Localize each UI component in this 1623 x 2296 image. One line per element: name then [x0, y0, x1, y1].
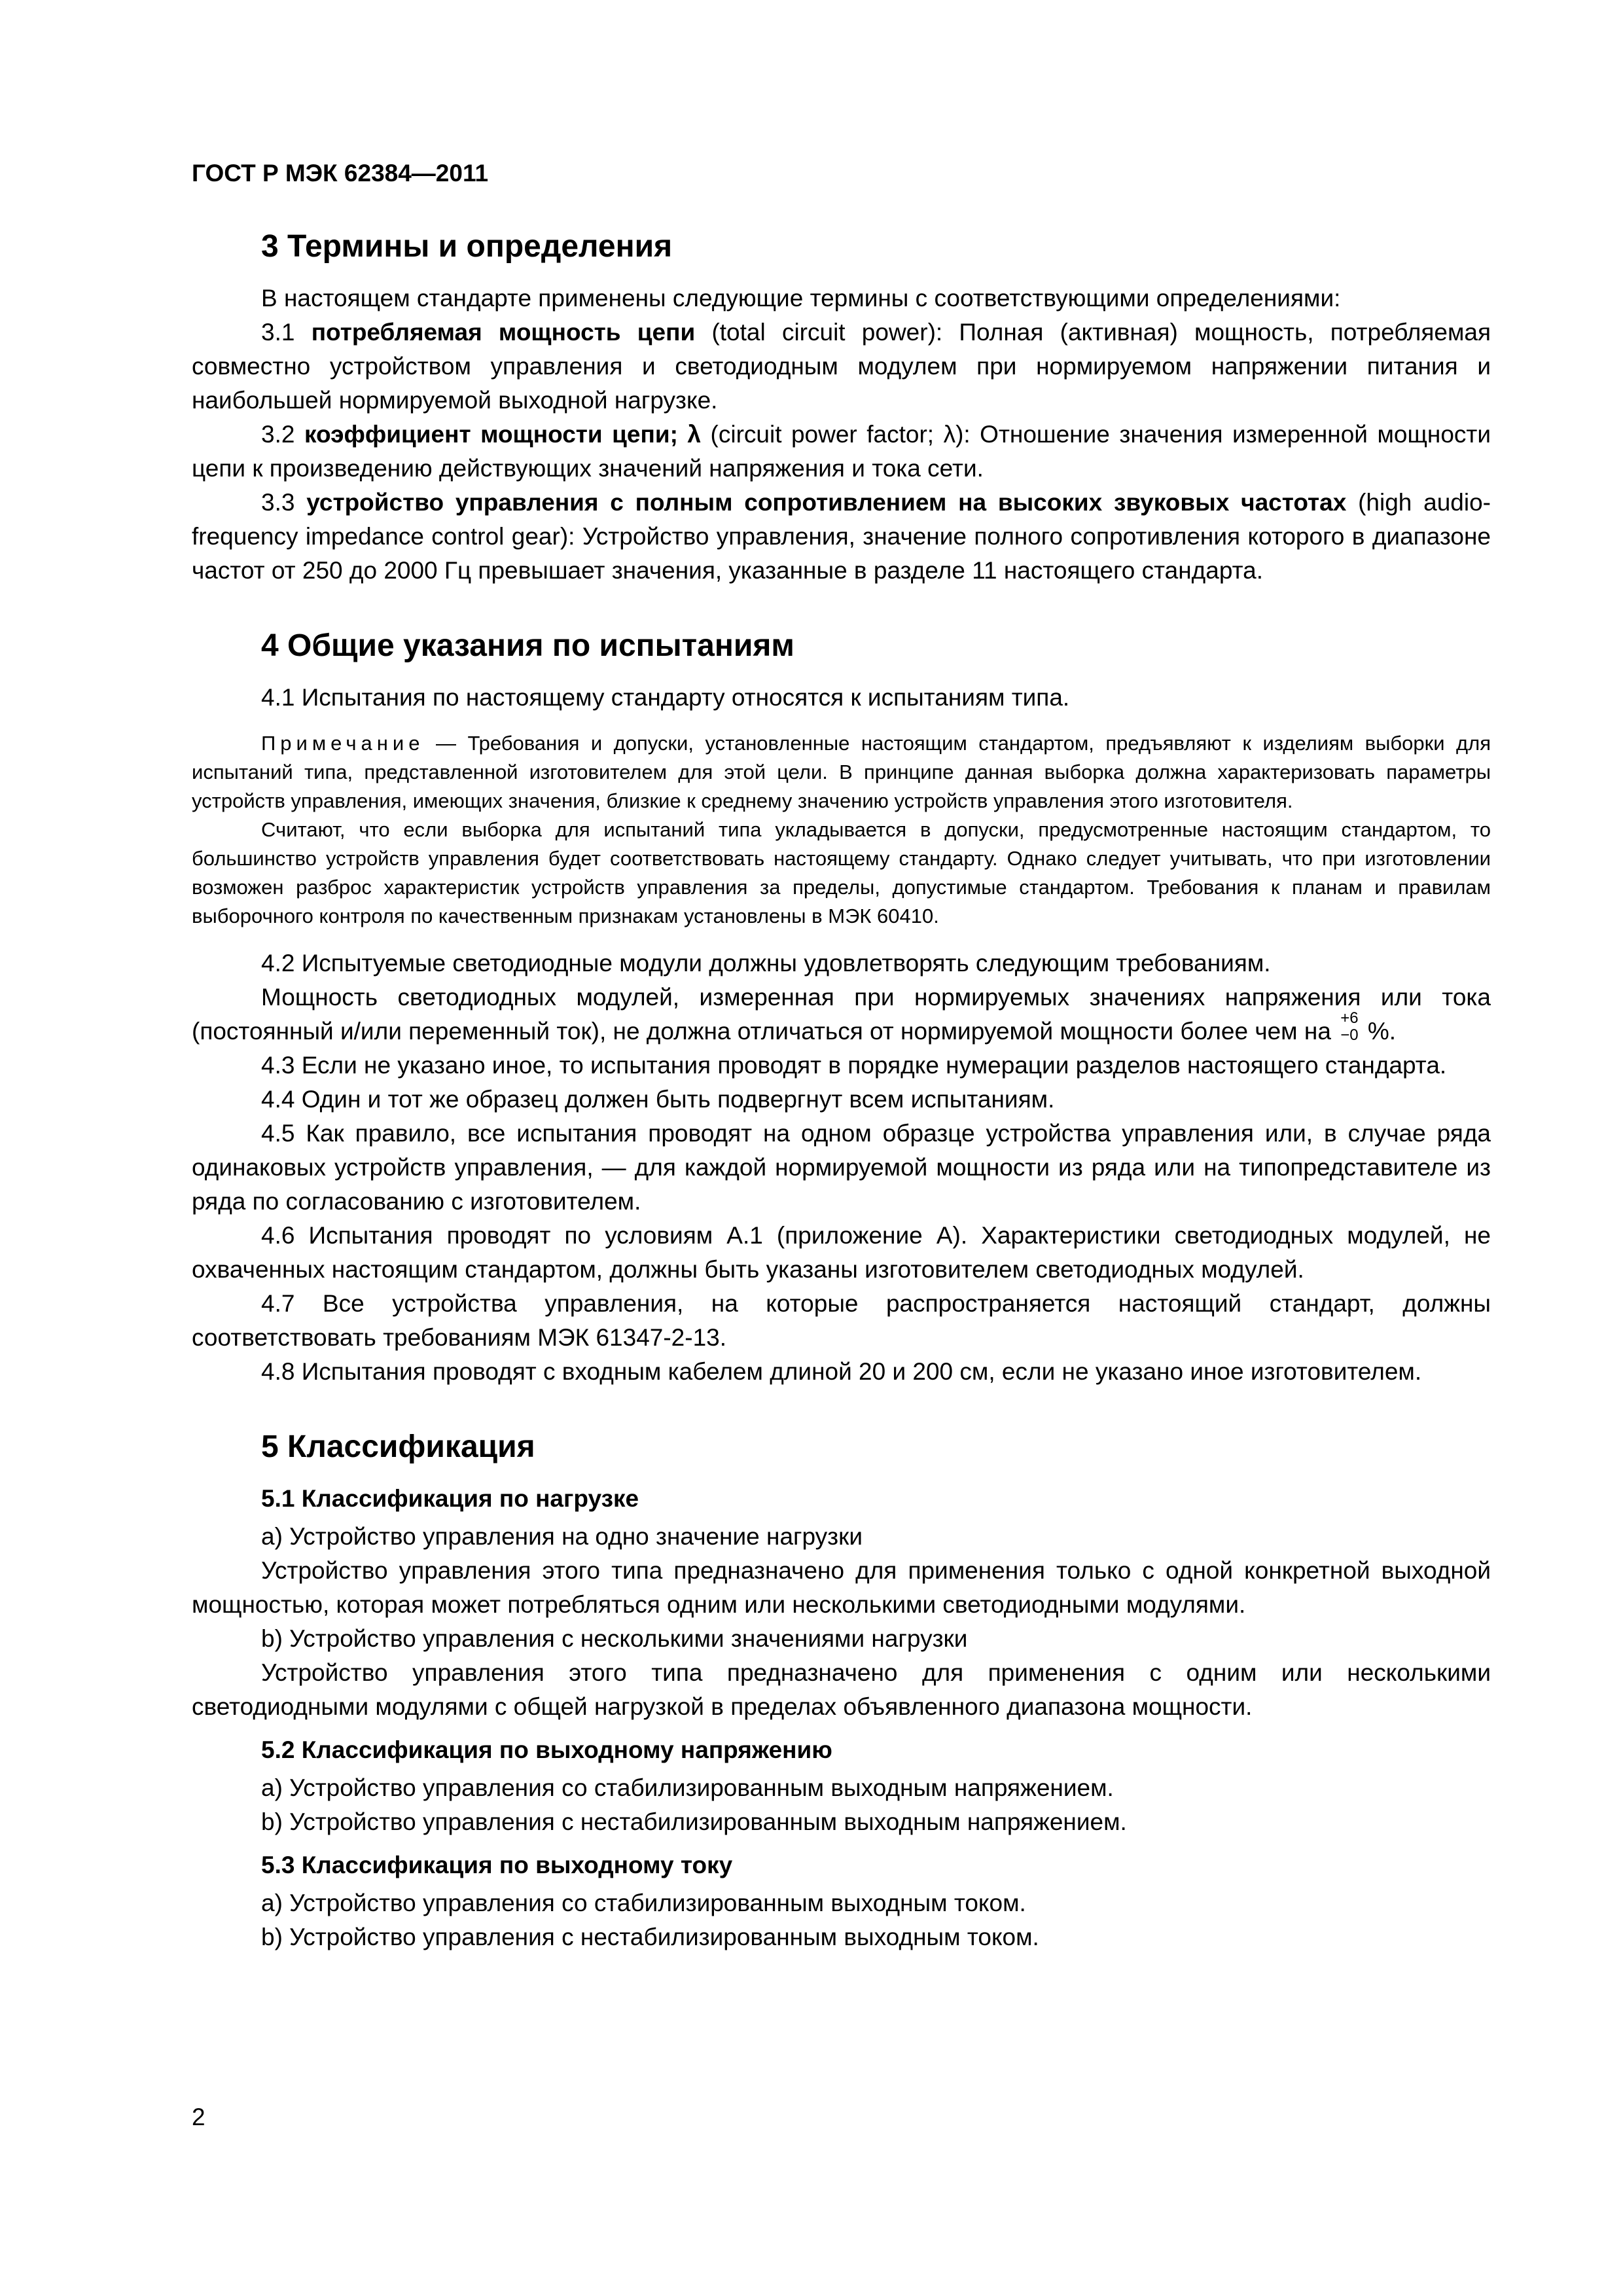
note-paragraph-1: [192, 729, 1491, 816]
section-5-title: 5 Классификация: [261, 1429, 535, 1464]
clause-4-4: 4.4 Один и тот же образец должен быть подвергнут всем испытаниям.: [261, 1086, 1055, 1113]
term-3-2-term: коэффициент мощности цепи; λ: [304, 421, 702, 448]
item-5-1-b: b) Устройство управления с несколькими значениями нагрузки: [261, 1625, 968, 1652]
clause-4-1: 4.1 Испытания по настоящему стандарту относятся к испытаниям типа.: [261, 684, 1070, 711]
subsection-5-3-title: 5.3 Классификация по выходному току: [261, 1852, 733, 1878]
term-3-3-definition: (high audio-frequency impedance control gear): Устройство управления, значение полного сопротивления которого в диапазоне частот от 250 до 2000 Гц превышает значения, указанные в разделе 11 настоящего стандарта.: [192, 489, 1491, 584]
document-page: [192, 157, 1491, 1954]
clause-4-7: 4.7 Все устройства управления, на которые распространяется настоящий стандарт, должны соответствовать требованиям МЭК 61347-2-13.: [192, 1290, 1491, 1351]
section-3-title: 3 Термины и определения: [261, 229, 673, 264]
subsection-5-1-title: 5.1 Классификация по нагрузке: [261, 1485, 639, 1512]
page-number: 2: [192, 2104, 205, 2130]
tolerance-unit: %.: [1367, 1018, 1397, 1045]
term-3-1-term: потребляемая мощность цепи: [311, 319, 696, 346]
item-5-3-b: b) Устройство управления с нестабилизированным выходным током.: [261, 1924, 1039, 1950]
tolerance-upper: +6: [1340, 1009, 1359, 1028]
note-text-1: — Требования и допуски, установленные настоящим стандартом, предъявляют к изделиям выборки для испытаний типа, представленной изготовителем для этой цели. В принципе данная выборка должна характеризовать параметры устройств управления, имеющих значения, близкие к среднему значению устройств управления этого изготовителя.: [192, 732, 1491, 812]
term-3-2-number: 3.2: [261, 421, 295, 448]
item-5-3-a: a) Устройство управления со стабилизированным выходным током.: [261, 1890, 1026, 1916]
subsection-5-2-title: 5.2 Классификация по выходному напряжению: [261, 1736, 832, 1763]
item-5-2-a: a) Устройство управления со стабилизированным выходным напряжением.: [261, 1774, 1114, 1801]
note-paragraph-2: Считают, что если выборка для испытаний типа укладывается в допуски, предусмотренные настоящим стандартом, то большинство устройств управления будет соответствовать настоящему стандарту. Однако следует учитывать, что при изготовлении возможен разброс характеристик устройств управления за пределы, допустимые стандартом. Требования к планам и правилам выборочного контроля по качественным признакам установлены в МЭК 60410.: [192, 818, 1491, 927]
term-3-1-number: 3.1: [261, 319, 295, 346]
item-5-1-a-description: Устройство управления этого типа предназначено для применения только с одной конкретной выходной мощностью, которая может потребляться одним или несколькими светодиодными модулями.: [192, 1557, 1491, 1618]
item-5-1-b-description: Устройство управления этого типа предназначено для применения с одним или несколькими светодиодными модулями с общей нагрузкой в пределах объявленного диапазона мощности.: [192, 1659, 1491, 1720]
clause-4-3: 4.3 Если не указано иное, то испытания проводят в порядке нумерации разделов настоящего стандарта.: [261, 1052, 1447, 1079]
term-3-1: [192, 315, 1491, 418]
clause-4-2-power-text: Мощность светодиодных модулей, измеренная при нормируемых значениях напряжения или тока (постоянный и/или переменный ток), не должна отличаться от нормируемой мощности более чем на: [192, 984, 1491, 1045]
clause-4-8: 4.8 Испытания проводят с входным кабелем длиной 20 и 200 см, если не указано иное изготовителем.: [261, 1358, 1422, 1385]
term-3-2-definition: (circuit power factor; λ): Отношение значения измеренной мощности цепи к произведению действующих значений напряжения и тока сети.: [192, 421, 1491, 482]
term-3-3-number: 3.3: [261, 489, 295, 516]
term-3-3: [192, 486, 1491, 588]
clause-4-6: 4.6 Испытания проводят по условиям А.1 (приложение А). Характеристики светодиодных модулей, не охваченных настоящим стандартом, должны быть указаны изготовителем светодиодных модулей.: [192, 1222, 1491, 1283]
clause-4-2: 4.2 Испытуемые светодиодные модули должны удовлетворять следующим требованиям.: [261, 950, 1271, 977]
document-header: ГОСТ Р МЭК 62384—2011: [192, 160, 489, 187]
note-label: Примечание: [261, 732, 425, 755]
section-4-title: 4 Общие указания по испытаниям: [261, 628, 794, 663]
item-5-2-b: b) Устройство управления с нестабилизированным выходным напряжением.: [261, 1808, 1127, 1835]
tolerance-lower: −0: [1340, 1026, 1359, 1045]
clause-4-2-power: [192, 980, 1491, 1049]
section-3-intro: В настоящем стандарте применены следующие термины с соответствующими определениями:: [261, 285, 1341, 312]
term-3-2: [192, 418, 1491, 486]
clause-4-5: 4.5 Как правило, все испытания проводят на одном образце устройства управления или, в случае ряда одинаковых устройств управления, — для каждой нормируемой мощности из ряда или на типопредставителе из ряда по согласованию с изготовителем.: [192, 1120, 1491, 1215]
tolerance-value: [1340, 1010, 1358, 1044]
item-5-1-a: a) Устройство управления на одно значение нагрузки: [261, 1523, 863, 1550]
term-3-1-definition: (total circuit power): Полная (активная) мощность, потребляемая совместно устройством управления и светодиодным модулем при нормируемом напряжении питания и наибольшей нормируемой выходной нагрузке.: [192, 319, 1491, 414]
term-3-3-term: устройство управления с полным сопротивлением на высоких звуковых частотах: [306, 489, 1347, 516]
